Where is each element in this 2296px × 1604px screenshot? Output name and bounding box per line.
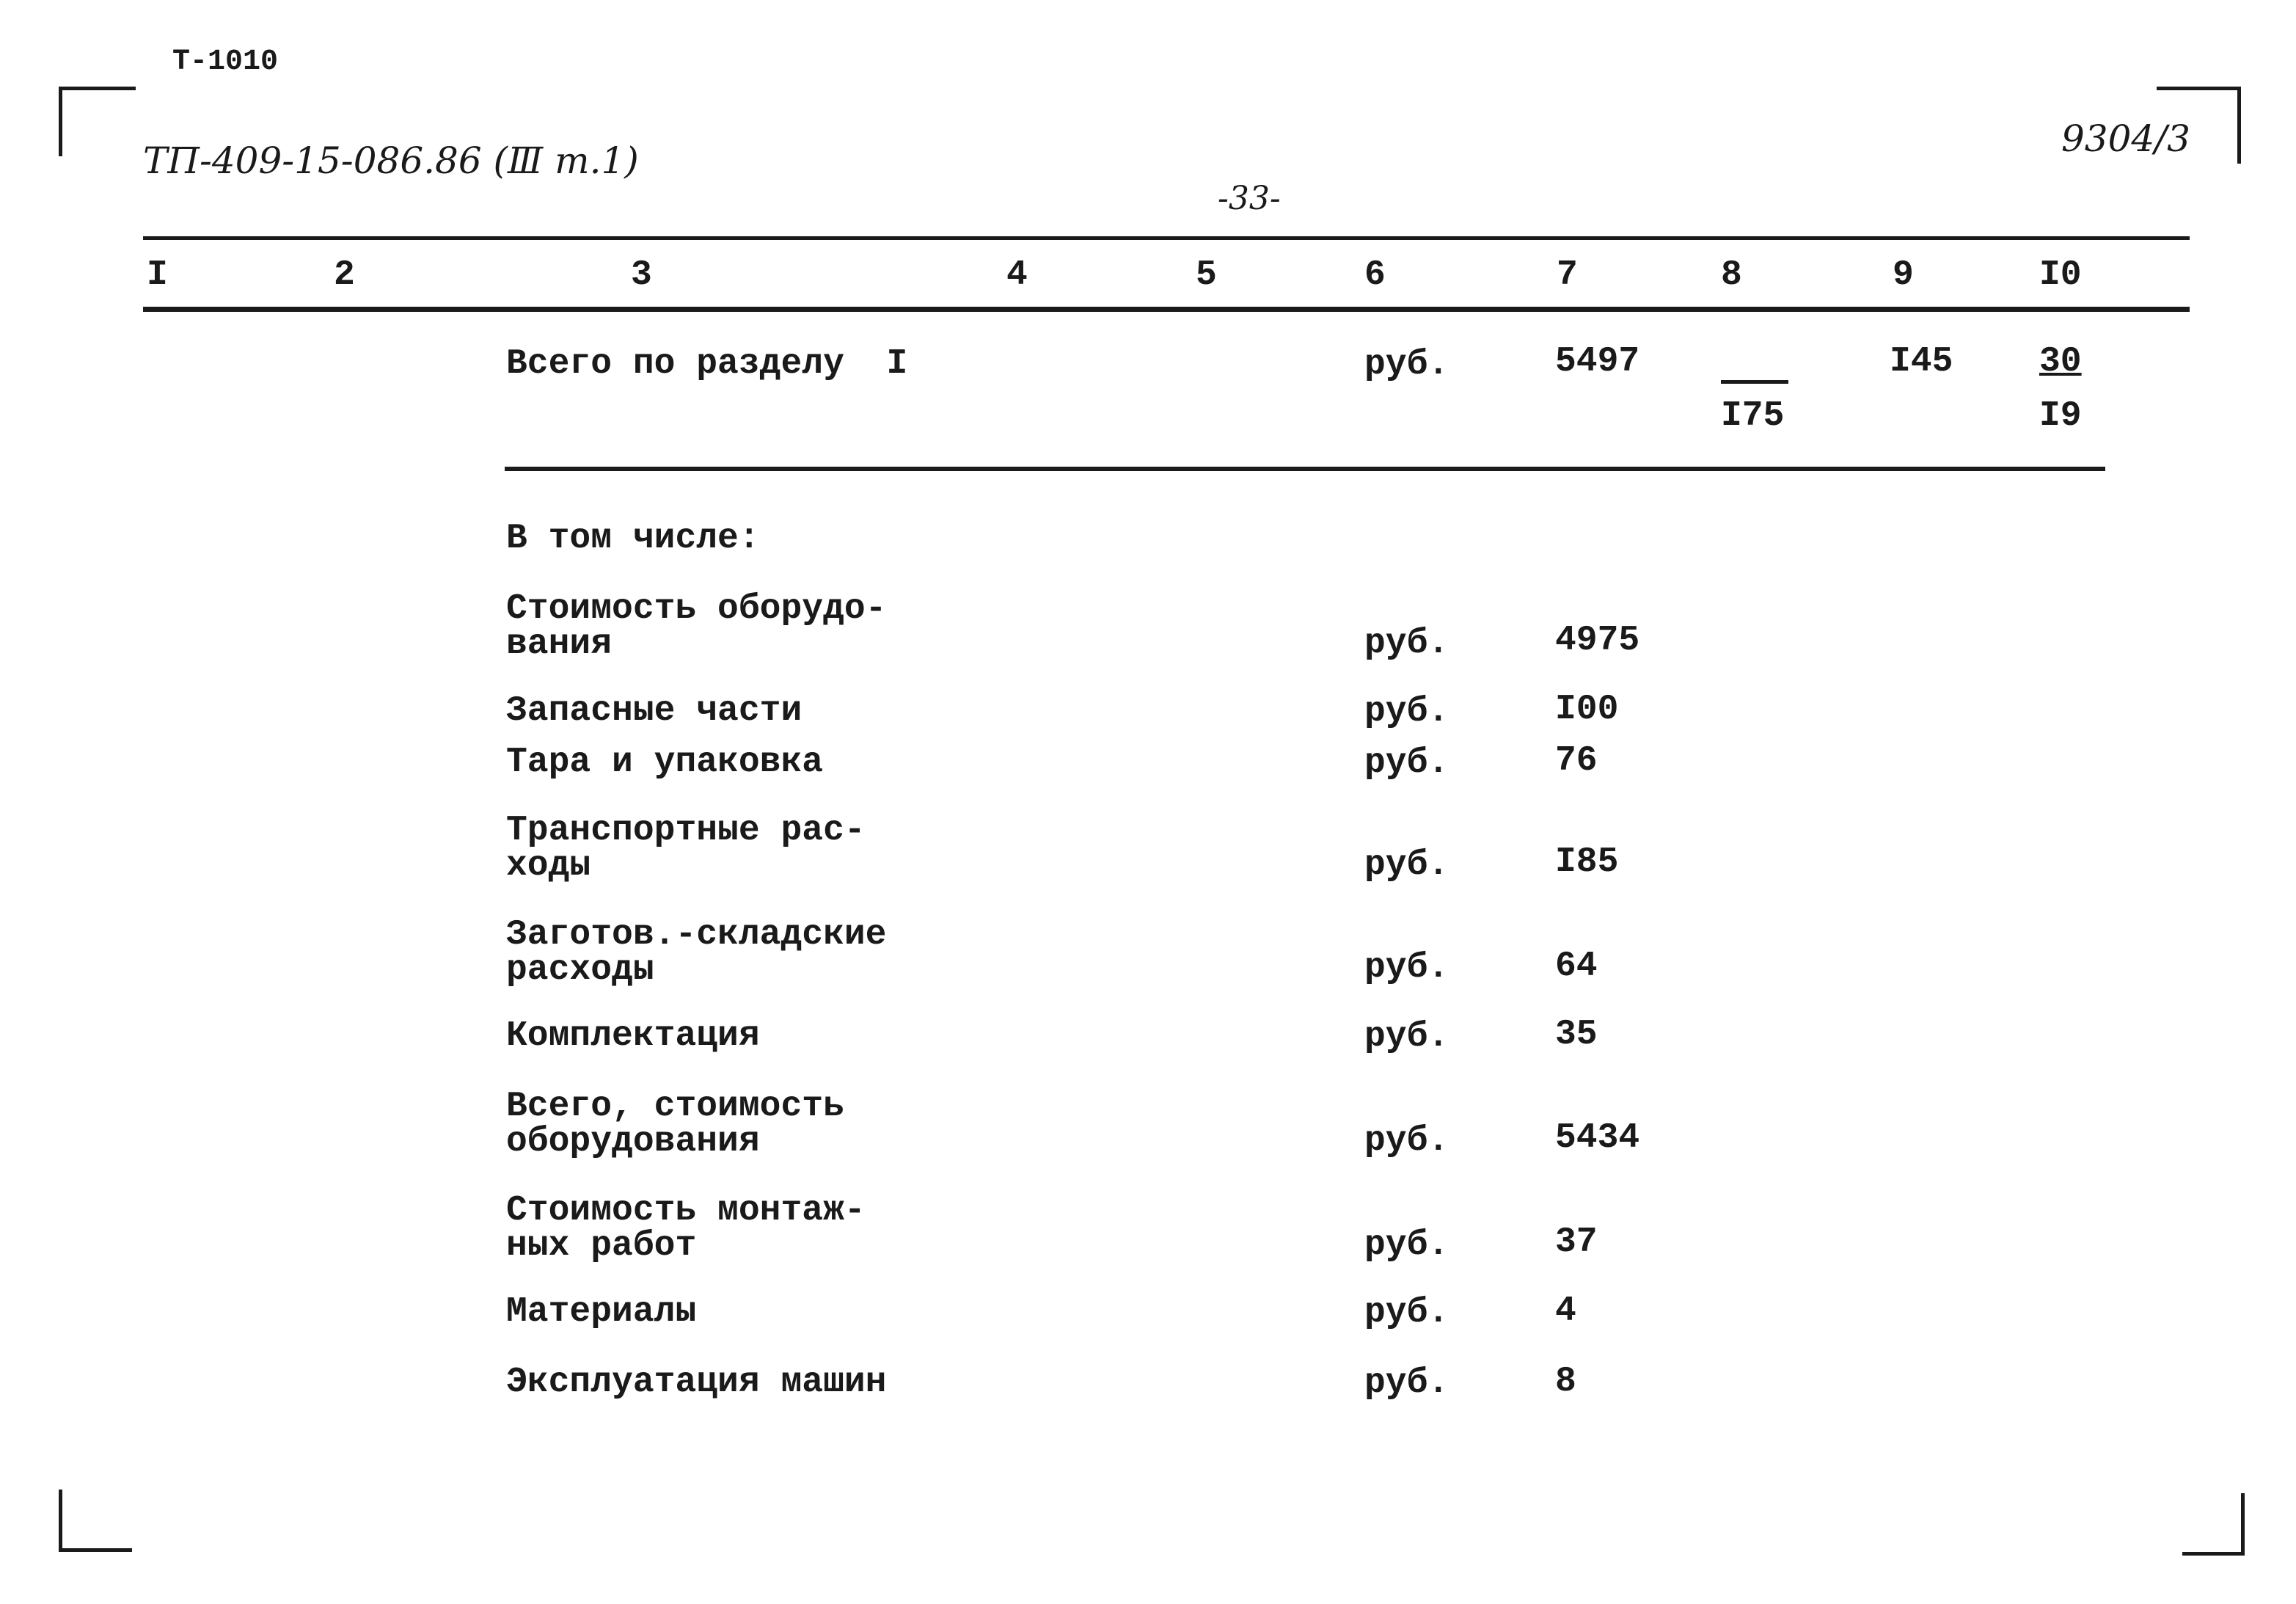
total-unit: руб.	[1364, 345, 1449, 384]
subheading: В том числе:	[506, 519, 760, 558]
table-row-unit: руб.	[1364, 1225, 1449, 1265]
column-header: 9	[1893, 255, 1914, 295]
column-header: 5	[1196, 255, 1217, 295]
column-header: 2	[334, 255, 355, 295]
table-row-value: 8	[1555, 1362, 1576, 1401]
column-header: 6	[1364, 255, 1386, 295]
total-col7: 5497	[1555, 342, 1640, 382]
page-number: -33-	[1218, 180, 1281, 217]
table-row-value: 37	[1555, 1222, 1598, 1262]
table-row-value: I00	[1555, 690, 1619, 729]
total-col8-bottom: I75	[1721, 396, 1785, 436]
column-header: 4	[1006, 255, 1028, 295]
total-label: Всего по разделу I	[506, 344, 908, 384]
table-row-label: Тара и упаковка	[506, 743, 824, 782]
table-top-rule	[143, 236, 2190, 240]
total-col9: I45	[1890, 342, 1953, 382]
table-row-value: 76	[1555, 741, 1598, 781]
total-col10-bottom: I9	[2039, 396, 2082, 436]
table-row-unit: руб.	[1364, 948, 1449, 988]
total-col8-dash	[1721, 380, 1788, 384]
column-header: 8	[1721, 255, 1742, 295]
project-code: ТП-409-15-086.86 (Ⅲ т.1)	[143, 139, 639, 182]
corner-mark-bottom-left	[59, 1490, 132, 1552]
table-row-value: 4	[1555, 1291, 1576, 1331]
table-row-label: Материалы	[506, 1292, 697, 1332]
total-col10-top: 30	[2039, 342, 2082, 382]
table-row-label: Всего, стоимость оборудования	[506, 1087, 844, 1162]
table-row-unit: руб.	[1364, 1293, 1449, 1333]
table-row-value: 35	[1555, 1015, 1598, 1054]
table-row-value: I85	[1555, 842, 1619, 882]
sheet-id: 9304/3	[2061, 117, 2190, 160]
table-row-unit: руб.	[1364, 743, 1449, 783]
total-rule	[505, 467, 2105, 471]
table-row-label: Эксплуатация машин	[506, 1363, 887, 1402]
table-row-unit: руб.	[1364, 692, 1449, 732]
column-header: I0	[2039, 255, 2082, 295]
table-row-unit: руб.	[1364, 1121, 1449, 1161]
column-header: 7	[1557, 255, 1578, 295]
table-row-label: Запасные части	[506, 691, 802, 731]
table-row-unit: руб.	[1364, 1017, 1449, 1057]
column-header: 3	[631, 255, 652, 295]
table-row-value: 64	[1555, 947, 1598, 986]
table-row-unit: руб.	[1364, 1363, 1449, 1403]
top-code: Т-1010	[172, 45, 279, 79]
table-row-label: Комплектация	[506, 1016, 760, 1056]
table-row-unit: руб.	[1364, 845, 1449, 885]
corner-mark-bottom-right	[2182, 1493, 2245, 1556]
table-row-value: 4975	[1555, 621, 1640, 660]
column-header: I	[147, 255, 168, 295]
table-row-label: Транспортные рас- ходы	[506, 811, 866, 886]
table-row-label: Стоимость монтаж- ных работ	[506, 1191, 866, 1266]
table-row-value: 5434	[1555, 1118, 1640, 1158]
table-row-label: Стоимость оборудо- вания	[506, 589, 887, 664]
table-row-unit: руб.	[1364, 624, 1449, 663]
corner-mark-top-left	[59, 87, 136, 156]
table-header-rule	[143, 307, 2190, 312]
table-row-label: Заготов.-складские расходы	[506, 915, 887, 990]
